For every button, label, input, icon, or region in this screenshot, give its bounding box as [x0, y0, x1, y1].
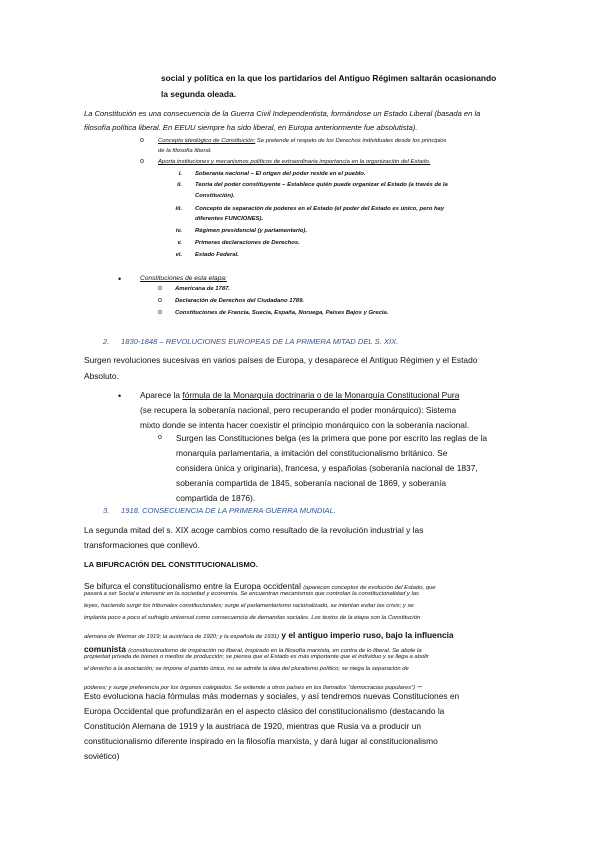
concepto-bullet: o [140, 137, 144, 144]
bif-main: – [415, 681, 423, 691]
section2-title: 1830-1848 – REVOLUCIONES EUROPEAS DE LA PRIMERA MITAD DEL S. XIX. [121, 337, 399, 346]
bif-small-line: leyes, haciendo surgir los tribunales constitucionales; surge el parlamentarismo racionalizado, se intentan evitar las crisis; y se [84, 603, 414, 609]
concepto-line-1 [158, 137, 447, 147]
belga-line: considera única y originaria), francesa, y españolas (soberanía nacional de 1837, [176, 463, 478, 473]
aporta-bullet: o [140, 158, 144, 165]
roman-num: v. [177, 240, 182, 246]
etapa-label: Constituciones de esta etapa: [140, 275, 227, 282]
bif-small-line: pasará a ser Social e intervenir en la sociedad y economía. Se encuentran mecanismos que controlan la constitucionalidad y las [84, 591, 419, 597]
bif-main-line: Esto evoluciona hacia fórmulas más modernas y sociales, y así tendremos nuevas Constituciones en [84, 691, 460, 701]
aparece-bullet: • [118, 391, 122, 401]
bif-main: comunista [84, 644, 129, 654]
etapa-item-bullet: o [158, 285, 162, 292]
bif-small-line: implanta poco a poco el sufragio universal como consecuencia de demandas sociales. Los textos de la etapa son la Constitución [84, 615, 421, 621]
etapa-item: Americana de 1787. [175, 286, 231, 292]
segunda-line-1: La segunda mitad del s. XIX acoge cambios como resultado de la revolución industrial y las [84, 525, 424, 535]
roman-num: vi. [175, 252, 182, 258]
roman-item-text: Primeras declaraciones de Derechos. [195, 240, 300, 246]
bif-small-line: el derecho a la asociación; se impone el partido único, no se admite la idea del pluralismo político; se niega la separación de [84, 666, 409, 672]
bif-small: alemana de Weimar de 1919; la austríaca de 1920; y la española de 1931) [84, 634, 280, 640]
etapa-item: Constituciones de Francia, Suecia, España, Noruega, Países Bajos y Grecia. [175, 310, 389, 316]
constitucion-line-1: La Constitución es una consecuencia de la Guerra Civil Independentista, formándose un Estado Liberal (basada en la [84, 109, 481, 118]
bif-main-line: Constitución Alemana de 1919 y la austriaca de 1920, mientras que Rusia va a producir un [84, 721, 422, 731]
etapa-item: Declaración de Derechos del Ciudadano 1789. [175, 298, 304, 304]
concepto-line-2: de la filosofía liberal. [158, 148, 212, 154]
section2-num: 2. [103, 337, 110, 346]
belga-line: Surgen las Constituciones belga (es la primera que pone por escrito las reglas de la [176, 433, 487, 443]
bif-main-line: constitucionalismo diferente inspirado en la filosofía marxista, y dará lugar al constitucionalismo [84, 736, 438, 746]
bif-main: y el antiguo imperio ruso, bajo la influencia [279, 630, 454, 640]
belga-line: soberanía compartida de 1845, soberanía nacional de 1869, y soberanía [176, 478, 447, 488]
etapa-bullet: • [118, 274, 122, 284]
aporta-text: Aporta instituciones y mecanismos políticos de extraordinaria importancia en la organización del Estado. [158, 159, 431, 165]
roman-item-text: diferentes FUNCIONES). [195, 216, 264, 222]
bif-small-line: propiedad privada de bienes o medios de producción; se piensa que el Estado es más importante que el individuo y se llega a abolir [84, 654, 429, 660]
roman-item-text: Estado Federal. [195, 252, 239, 258]
bif-main-line: soviético) [84, 751, 120, 761]
bif-main: Se bifurca el constitucionalismo entre la Europa occidental [84, 581, 304, 591]
bif-small: poderes; y surge preferencia por los órganos colegiados. Se extiende a otros países en los llamados “democracias populares”) [84, 685, 416, 691]
segunda-line-2: transformaciones que conllevó. [84, 540, 200, 550]
aparece-line-1 [140, 389, 459, 403]
roman-num: ii. [177, 182, 182, 188]
etapa-item-bullet: o [158, 309, 162, 316]
intro-line-1: social y política en la que los partidarios del Antiguo Régimen saltarán ocasionando [161, 73, 497, 83]
concepto-text: Se pretende el respeto de los Derechos individuales desde los principios [255, 138, 447, 144]
roman-num: i. [178, 171, 182, 177]
roman-item-text: Teoría del poder constituyente – Establece quién puede organizar el Estado (a través de la [195, 182, 448, 188]
section3-title: 1918. CONSECUENCIA DE LA PRIMERA GUERRA MUNDIAL. [121, 506, 336, 515]
section3-num: 3. [103, 506, 110, 515]
belga-line: monarquía parlamentaria, a imitación del constitucionalismo británico. Se [176, 448, 448, 458]
surgen-line-1: Surgen revoluciones sucesivas en varios países de Europa, y desaparece el Antiguo Régimen y el Estado [84, 355, 478, 365]
intro-line-2: la segunda oleada. [161, 89, 236, 99]
belga-bullet: o [158, 434, 162, 441]
aparece-prefix: Aparece la [140, 390, 183, 400]
roman-item-text: Régimen presidencial (y parlamentario). [195, 228, 307, 234]
roman-num: iii. [175, 206, 182, 212]
roman-item-text: Soberanía nacional – El origen del poder reside en el pueblo. [195, 171, 366, 177]
aparece-line-2: (se recupera la soberanía nacional, pero recuperando el poder monárquico): Sistema [140, 405, 457, 415]
bif-small: (constitucionalismo de inspiración no liberal, inspirado en la filosofía marxista, en contra de lo liberal. Se abole la [128, 648, 422, 654]
bif-small: (aparecen conceptos de evolución del Estado, que [303, 585, 436, 591]
etapa-item-bullet: o [158, 297, 162, 304]
roman-num: iv. [175, 228, 182, 234]
aparece-formula: fórmula de la Monarquía doctrinaria o de la Monarquía Constitucional Pura [182, 390, 460, 400]
constitucion-line-2: filosofía política liberal. En EEUU siempre ha sido liberal, en Europa anteriormente fue absolutista). [84, 123, 418, 132]
roman-item-text: Constitución). [195, 193, 235, 199]
bif-main-line: Europa Occidental que profundizarán en el aspecto clásico del constitucionalismo (destacando la [84, 706, 445, 716]
surgen-line-2: Absoluto. [84, 371, 119, 381]
belga-line: compartida de 1876). [176, 493, 256, 503]
concepto-label: Concepto ideológico de Constitución: [158, 138, 256, 144]
roman-item-text: Concepto de separación de poderes en el Estado (el poder del Estado es único, pero hay [195, 206, 445, 212]
bifurcacion-heading: LA BIFURCACIÓN DEL CONSTITUCIONALISMO. [84, 560, 258, 569]
aparece-line-3: mixto donde se intenta hacer coexistir el principio monárquico con la soberanía nacional. [140, 420, 470, 430]
